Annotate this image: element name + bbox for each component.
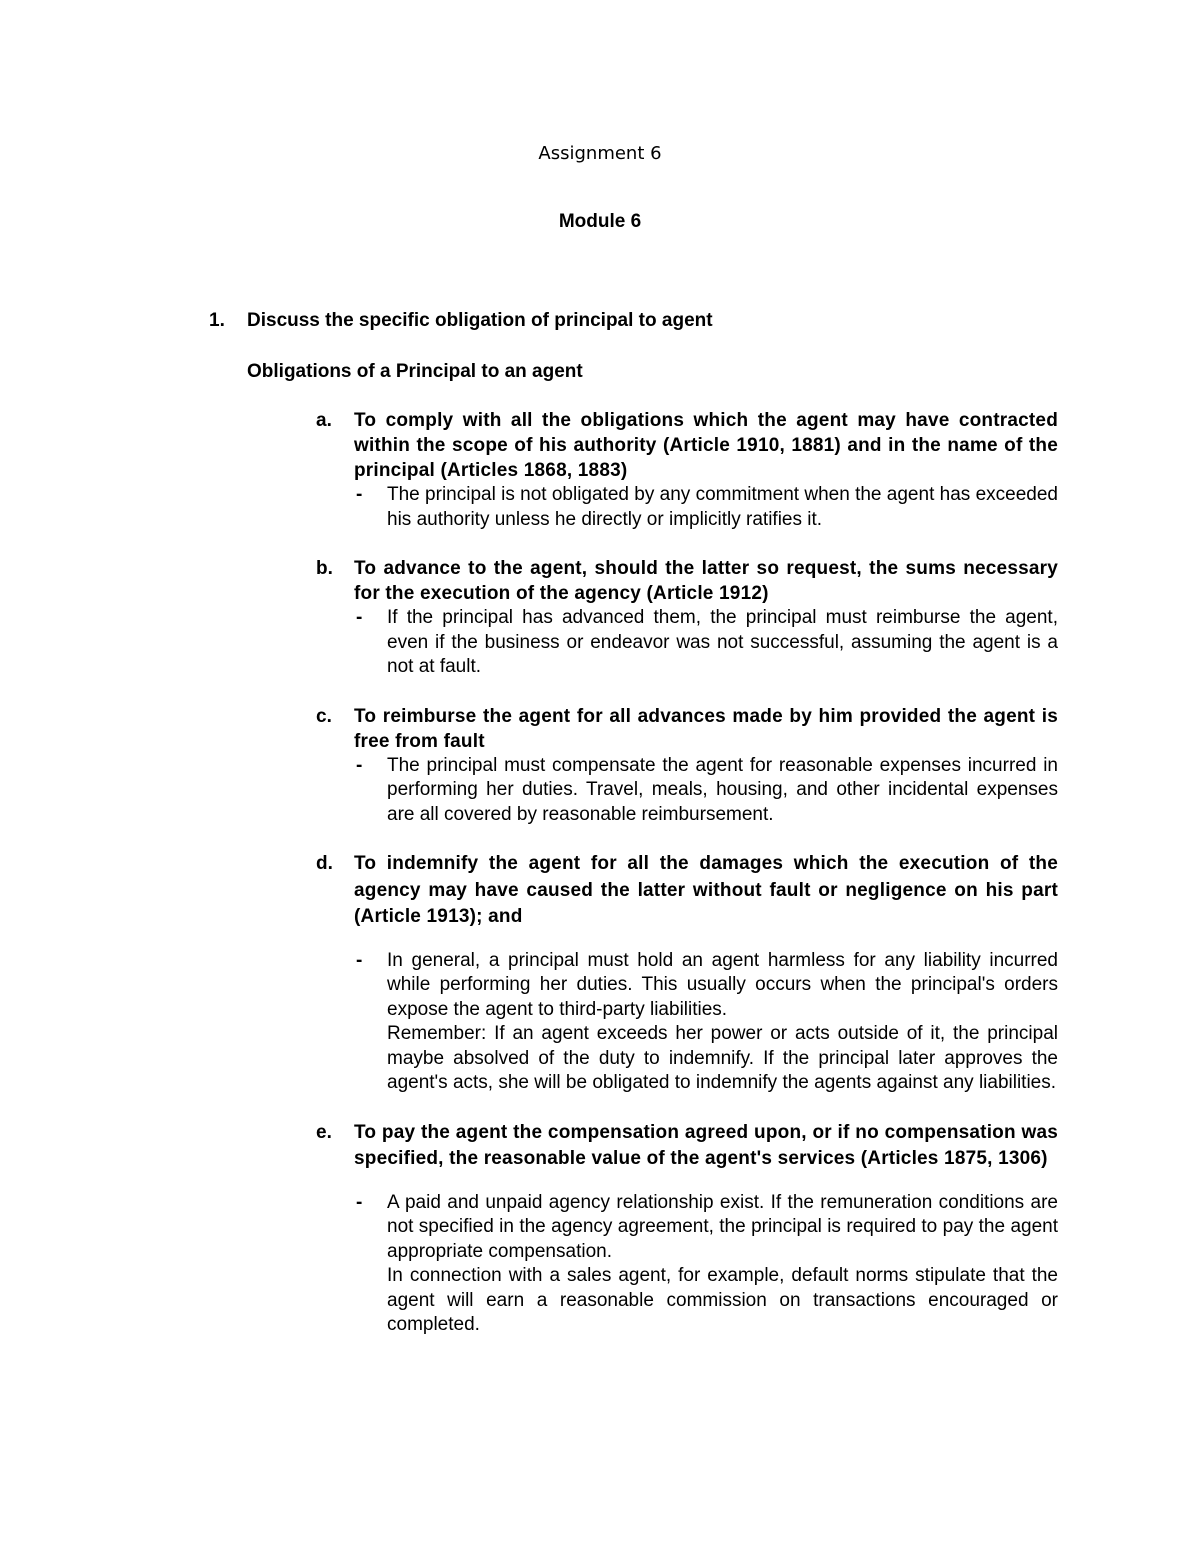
obligation-letter: a. (316, 410, 332, 431)
note-example-text: In connection with a sales agent, for example, default norms stipulate that the agent will earn a reasonable commission on transactions encouraged or completed. (387, 1265, 1058, 1335)
obligation-note (354, 606, 1058, 680)
question-1 (209, 310, 713, 332)
obligation-letter: e. (316, 1121, 332, 1143)
note-text: In general, a principal must hold an agent harmless for any liability incurred while performing her duties. This usually occurs when the principal's orders expose the agent to third-party liabilities. (387, 949, 1058, 1020)
obligation-letter: c. (316, 705, 332, 727)
obligation-note (354, 483, 1058, 532)
note-text: A paid and unpaid agency relationship exist. If the remuneration conditions are not specified in the agency agreement, the principal is required to pay the agent appropriate compensation. (387, 1191, 1058, 1262)
dash-bullet: - (356, 949, 363, 971)
question-text: Discuss the specific obligation of principal to agent (247, 310, 713, 331)
obligation-heading: To advance to the agent, should the latter so request, the sums necessary for the execution of the agency (Article 1912) (354, 558, 1058, 604)
obligation-heading: To reimburse the agent for all advances made by him provided the agent is free from fault (354, 705, 1058, 752)
dash-bullet: - (356, 484, 363, 505)
obligation-a (316, 408, 1058, 532)
obligation-heading: To indemnify the agent for all the damages which the execution of the agency may have caused the latter without fault or negligence on his part (Article 1913); and (354, 853, 1058, 927)
obligations-list (316, 408, 1058, 1362)
obligation-c (316, 704, 1058, 828)
obligation-letter: d. (316, 853, 333, 874)
note-text: The principal is not obligated by any commitment when the agent has exceeded his authority unless he directly or implicitly ratifies it. (387, 484, 1058, 530)
module-title: Module 6 (558, 211, 642, 232)
dash-bullet: - (356, 754, 363, 776)
section-heading: Obligations of a Principal to an agent (247, 361, 583, 382)
assignment-title: Assignment 6 (538, 143, 662, 164)
note-text: If the principal has advanced them, the principal must reimburse the agent, even if the business or endeavor was not successful, assuming the agent is a not at fault. (387, 607, 1058, 677)
obligation-note (354, 754, 1058, 828)
obligation-b (316, 556, 1058, 680)
note-remember-text: Remember: If an agent exceeds her power or acts outside of it, the principal maybe absolved of the duty to indemnify. If the principal later approves the agent's acts, she will be obligated to indemnify the agents against any liabilities. (387, 1023, 1058, 1093)
obligation-note (354, 949, 1058, 1096)
obligation-heading: To pay the agent the compensation agreed upon, or if no compensation was specified, the reasonable value of the agent's services (Articles 1875, 1306) (354, 1121, 1058, 1169)
obligation-note (354, 1191, 1058, 1338)
obligation-letter: b. (316, 558, 333, 579)
obligation-heading: To comply with all the obligations which the agent may have contracted within the scope of his authority (Article 1910, 1881) and in the name of the principal (Articles 1868, 1883) (354, 410, 1058, 481)
obligation-d (316, 851, 1058, 1096)
obligation-e (316, 1120, 1058, 1338)
dash-bullet: - (356, 607, 363, 628)
question-number: 1. (209, 310, 225, 331)
dash-bullet: - (356, 1191, 363, 1213)
note-text: The principal must compensate the agent for reasonable expenses incurred in performing her duties. Travel, meals, housing, and other incidental expenses are all covered by reasonable reimbursement. (387, 754, 1058, 825)
